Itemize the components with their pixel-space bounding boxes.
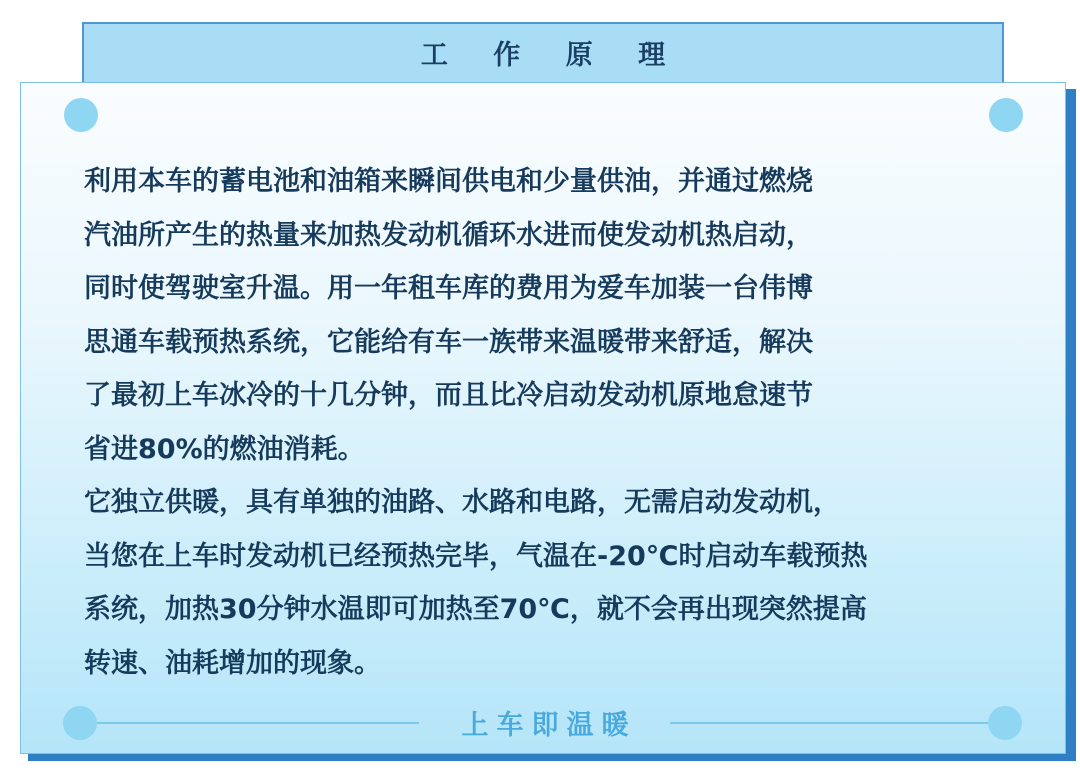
body-line: 汽油所产生的热量来加热发动机循环水进而使发动机热启动， (84, 219, 813, 251)
body-line: 省进80%的燃油消耗。 (84, 433, 365, 465)
body-paragraph (84, 155, 1044, 690)
corner-dot-bottom-left (63, 706, 97, 740)
body-line: 转速、油耗增加的现象。 (84, 647, 381, 679)
body-line: 利用本车的蓄电池和油箱来瞬间供电和少量供油，并通过燃烧 (84, 166, 813, 197)
body-line: 思通车载预热系统，它能给有车一族带来温暖带来舒适，解决 (84, 326, 813, 358)
footer-divider-right (670, 722, 988, 724)
corner-dot-top-left (64, 98, 98, 132)
body-line: 它独立供暖，具有单独的油路、水路和电路，无需启动发动机， (84, 487, 840, 518)
footer-slogan: 上车即温暖 (461, 710, 637, 741)
footer-divider-left (97, 722, 419, 724)
body-line: 了最初上车冰冷的十几分钟，而且比冷启动发动机原地怠速节 (84, 380, 813, 411)
body-line: 系统，加热30分钟水温即可加热至70℃，就不会再出现突然提高 (84, 594, 867, 625)
title-tab (82, 22, 1004, 88)
body-line: 同时使驾驶室升温。用一年租车库的费用为爱车加装一台伟博 (84, 273, 813, 304)
corner-dot-top-right (989, 98, 1023, 132)
page-title: 工 作 原 理 (420, 39, 684, 71)
body-line: 当您在上车时发动机已经预热完毕，气温在-20℃时启动车载预热 (84, 540, 868, 572)
corner-dot-bottom-right (988, 706, 1022, 740)
